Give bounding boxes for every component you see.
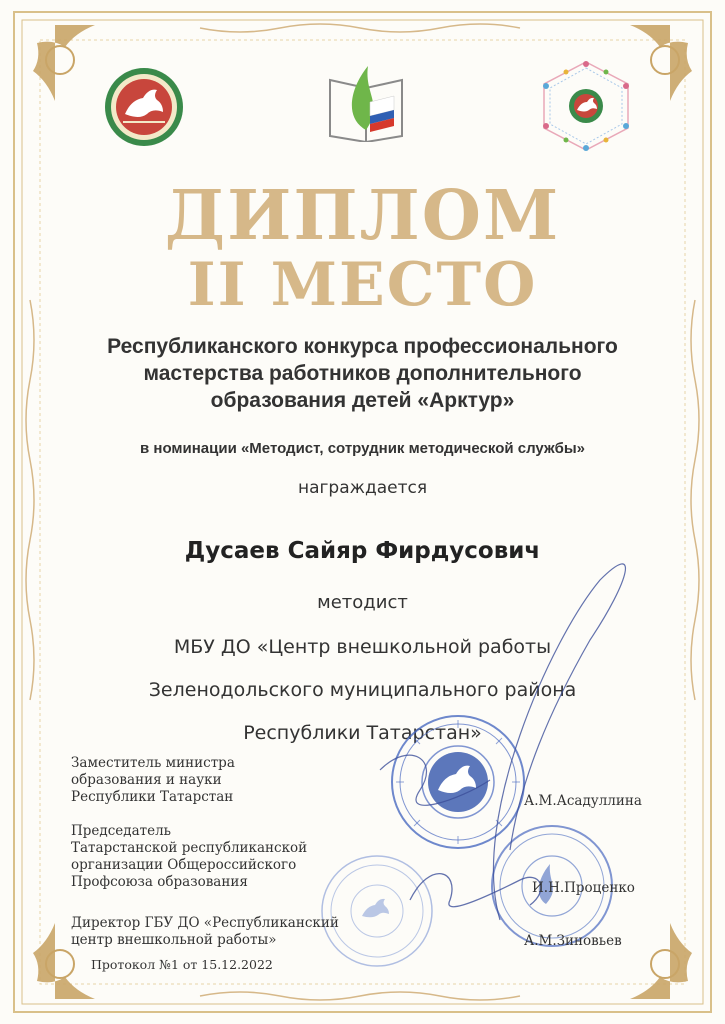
signatory-3-title-line: Директор ГБУ ДО «Республиканский (71, 915, 339, 931)
contest-name (0, 333, 725, 414)
signature-scribble (350, 520, 650, 940)
signatory-2-title-line: Татарстанской республиканской (71, 840, 308, 856)
signatory-2-title-line: Председатель (71, 823, 172, 839)
diploma-title: ДИПЛОМ (164, 176, 561, 256)
recipient-name: Дусаев Сайяр Фирдусович (184, 538, 541, 564)
recipient-position: методист (317, 592, 408, 613)
nomination: в номинации «Методист, сотрудник методической службы» (140, 440, 585, 457)
contest-line-2: мастерства работников дополнительного (143, 362, 582, 385)
signatory-3-title-line: центр внешкольной работы» (71, 932, 277, 948)
arktur-contest-emblem-icon (536, 58, 636, 154)
signatory-2-title-line: Профсоюза образования (71, 874, 248, 890)
signatory-1-title-line: образования и науки (71, 772, 222, 788)
awarded-label: награждается (297, 478, 428, 498)
protocol-note: Протокол №1 от 15.12.2022 (91, 957, 273, 972)
profsoyuz-logo-icon (324, 58, 408, 142)
signatory-1-title-line: Заместитель министра (71, 755, 235, 771)
signatory-2-name: И.Н.Проценко (532, 880, 635, 896)
signatory-1-title (71, 755, 235, 806)
org-line-3: Республики Татарстан» (243, 722, 482, 744)
org-line-1: МБУ ДО «Центр внешкольной работы (173, 636, 552, 658)
signatory-1-title-line: Республики Татарстан (71, 789, 234, 805)
contest-line-1: Республиканского конкурса профессионального (107, 335, 618, 358)
signatory-3-title (71, 915, 339, 949)
contest-line-3: образования детей «Арктур» (210, 389, 515, 412)
org-line-2: Зеленодольского муниципального района (148, 679, 577, 701)
tatarstan-emblem-icon (103, 66, 185, 148)
signatory-2-title-line: организации Общероссийского (71, 857, 297, 873)
signatory-2-title (71, 823, 307, 891)
place-title: II МЕСТО (187, 250, 538, 320)
signatory-1-name: А.М.Асадуллина (524, 793, 642, 809)
signatory-3-name: А.М.Зиновьев (524, 933, 622, 949)
